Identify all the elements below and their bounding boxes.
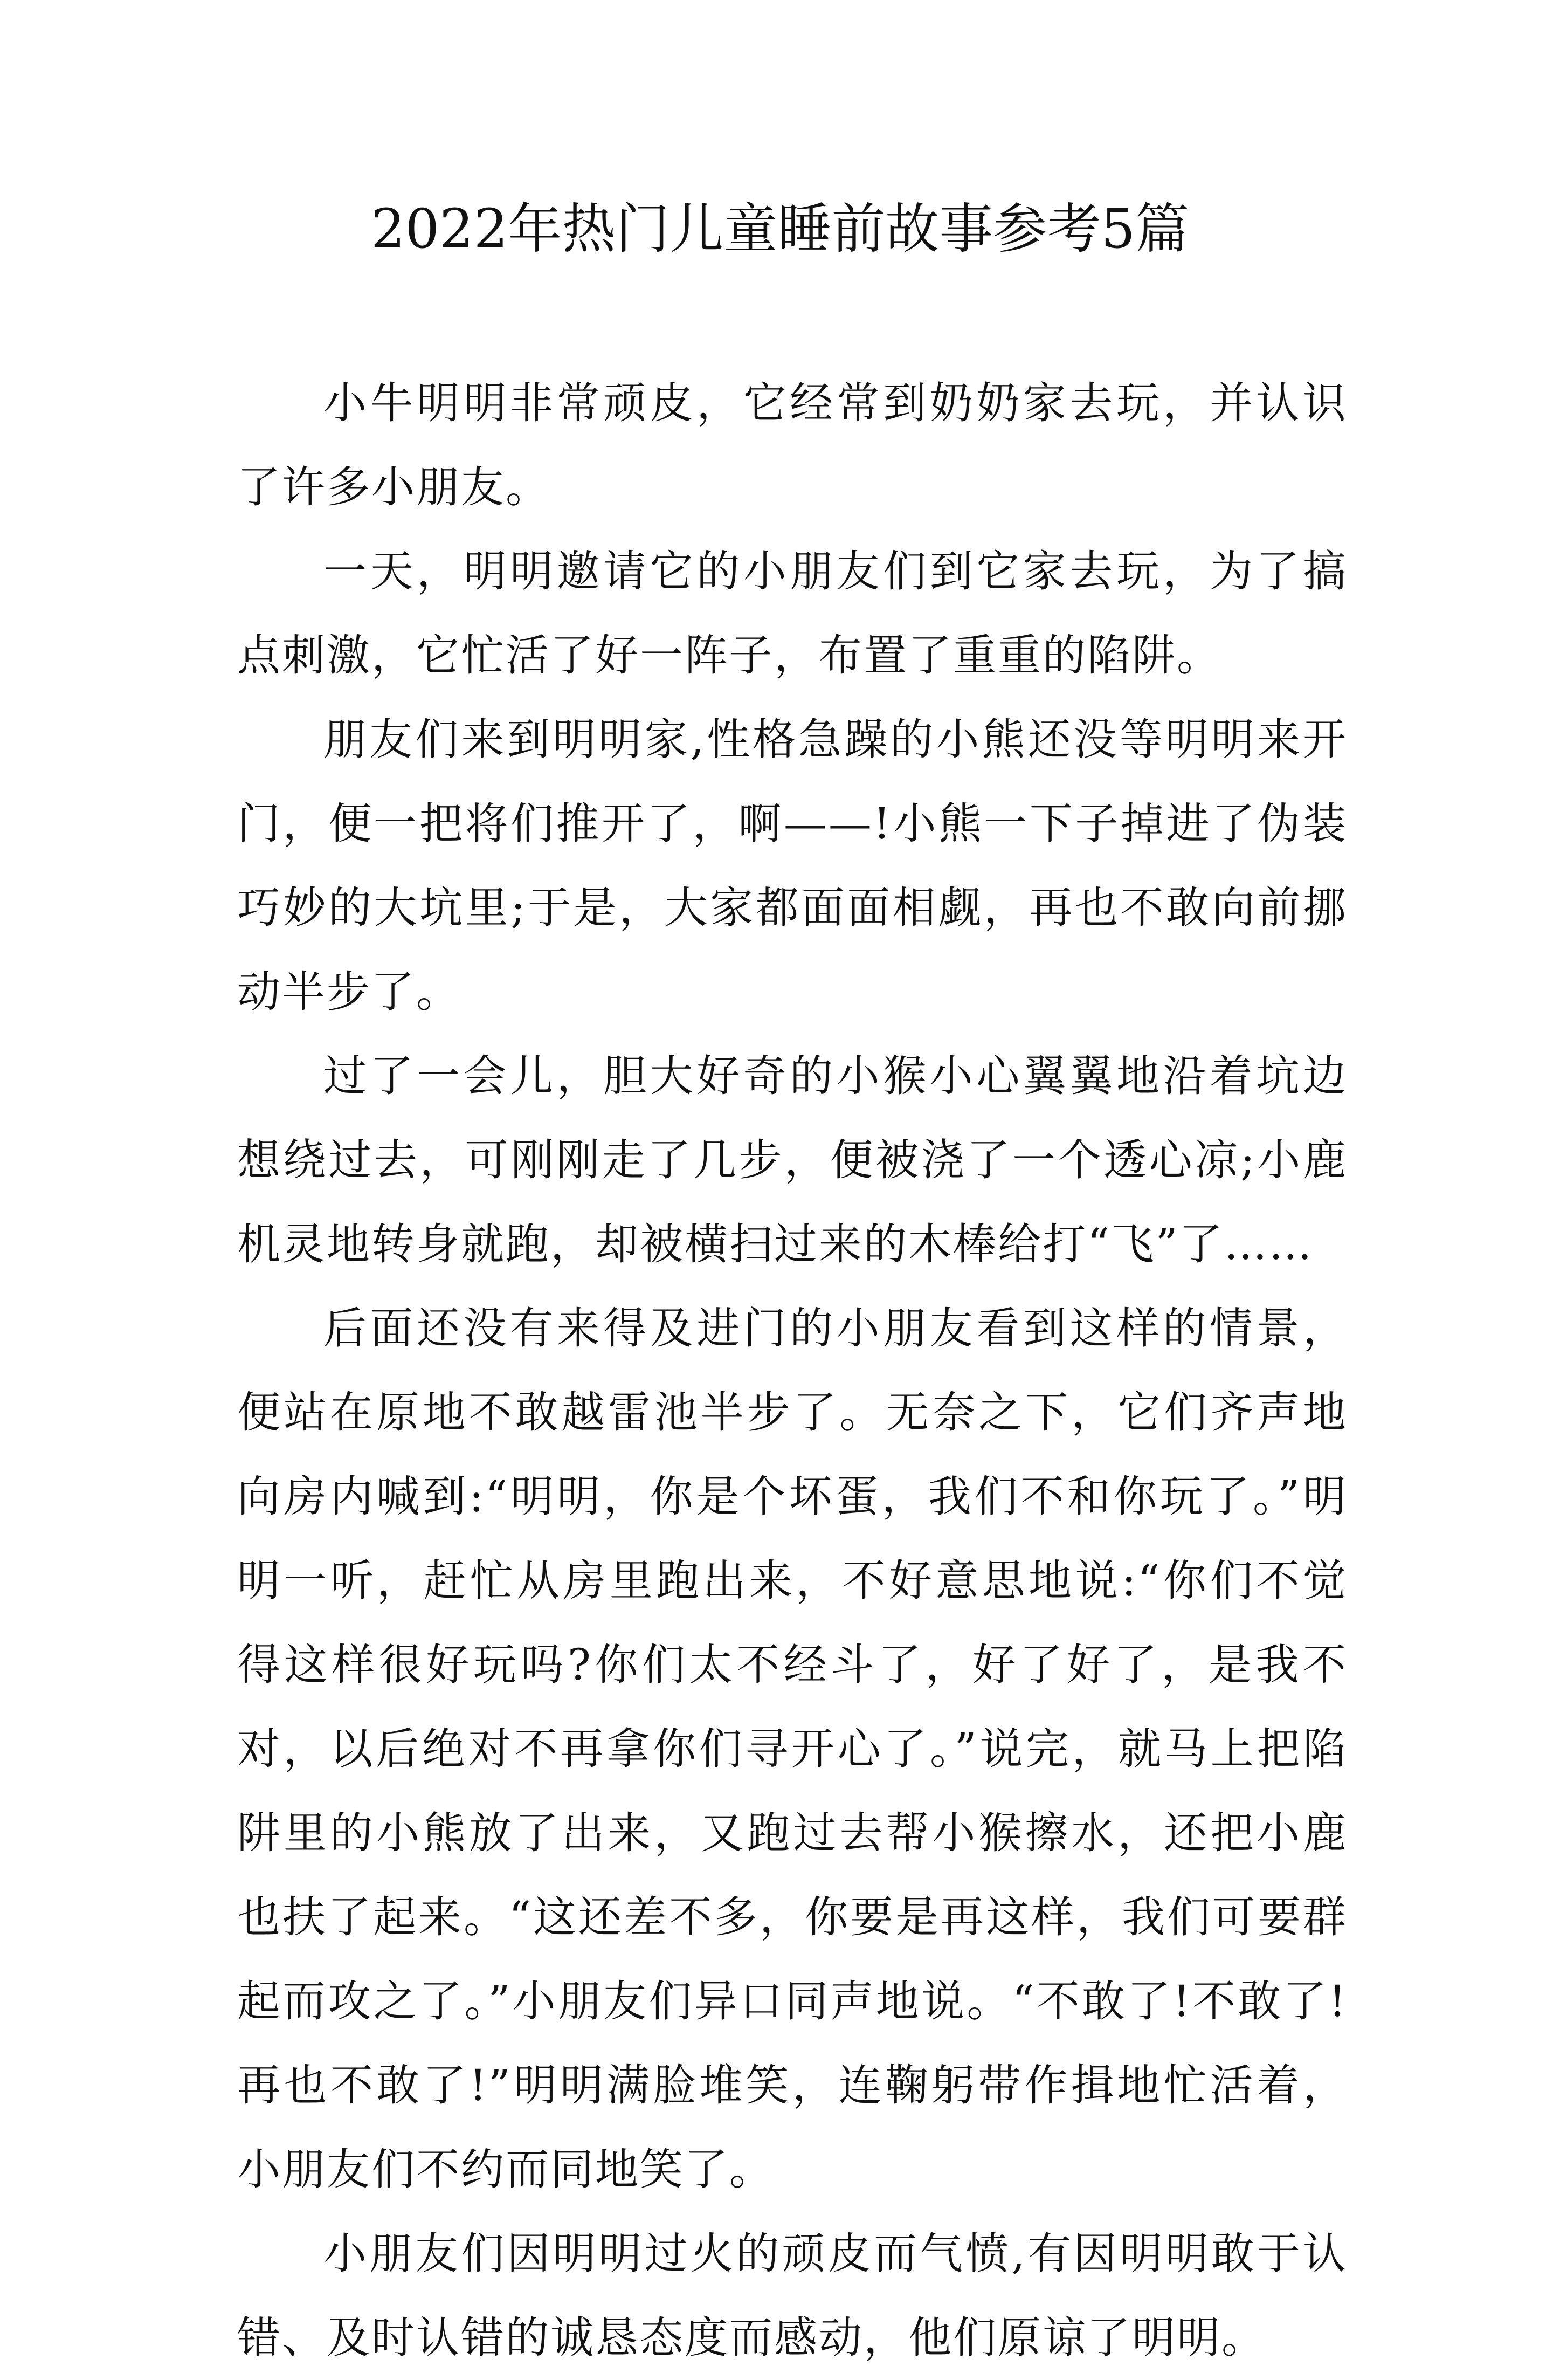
paragraph-5: 后面还没有来得及进门的小朋友看到这样的情景，便站在原地不敢越雷池半步了。无奈之下，它们齐声地向房内喊到:“明明，你是个坏蛋，我们不和你玩了。”明明一听，赶忙从房里跑出来，不好意思地说:“你们不觉得这样很好玩吗?你们太不经斗了，好了好了，是我不对，以后绝对不再拿你们寻开心了。”说完，就马上把陷阱里的小熊放了出来，又跑过去帮小猴擦水，还把小鹿也扶了起来。“这还差不多，你要是再这样，我们可要群起而攻之了。”小朋友们异口同声地说。“不敢了!不敢了!再也不敢了!”明明满脸堆笑，连鞠躬带作揖地忙活着，小朋友们不约而同地笑了。 xyxy=(237,1303,1348,2195)
paragraph-4: 过了一会儿，胆大好奇的小猴小心翼翼地沿着坑边想绕过去，可刚刚走了几步，便被浇了一个透心凉;小鹿机灵地转身就跑，却被横扫过来的木棒给打“飞”了…… xyxy=(237,1051,1348,1269)
story-body xyxy=(237,361,1348,2380)
paragraph-1: 小牛明明非常顽皮，它经常到奶奶家去玩，并认识了许多小朋友。 xyxy=(237,378,1348,512)
page-title: 2022年热门儿童睡前故事参考5篇 xyxy=(370,197,1190,260)
paragraph-3: 朋友们来到明明家,性格急躁的小熊还没等明明来开门，便一把将们推开了，啊——!小熊一下子掉进了伪装巧妙的大坑里;于是，大家都面面相觑，再也不敢向前挪动半步了。 xyxy=(237,714,1348,1017)
paragraph-2: 一天，明明邀请它的小朋友们到它家去玩，为了搞点刺激，它忙活了好一阵子，布置了重重的陷阱。 xyxy=(237,546,1348,680)
paragraph-6: 小朋友们因明明过火的顽皮而气愤,有因明明敢于认错、及时认错的诚恳态度而感动，他们原谅了明明。 xyxy=(237,2228,1348,2363)
